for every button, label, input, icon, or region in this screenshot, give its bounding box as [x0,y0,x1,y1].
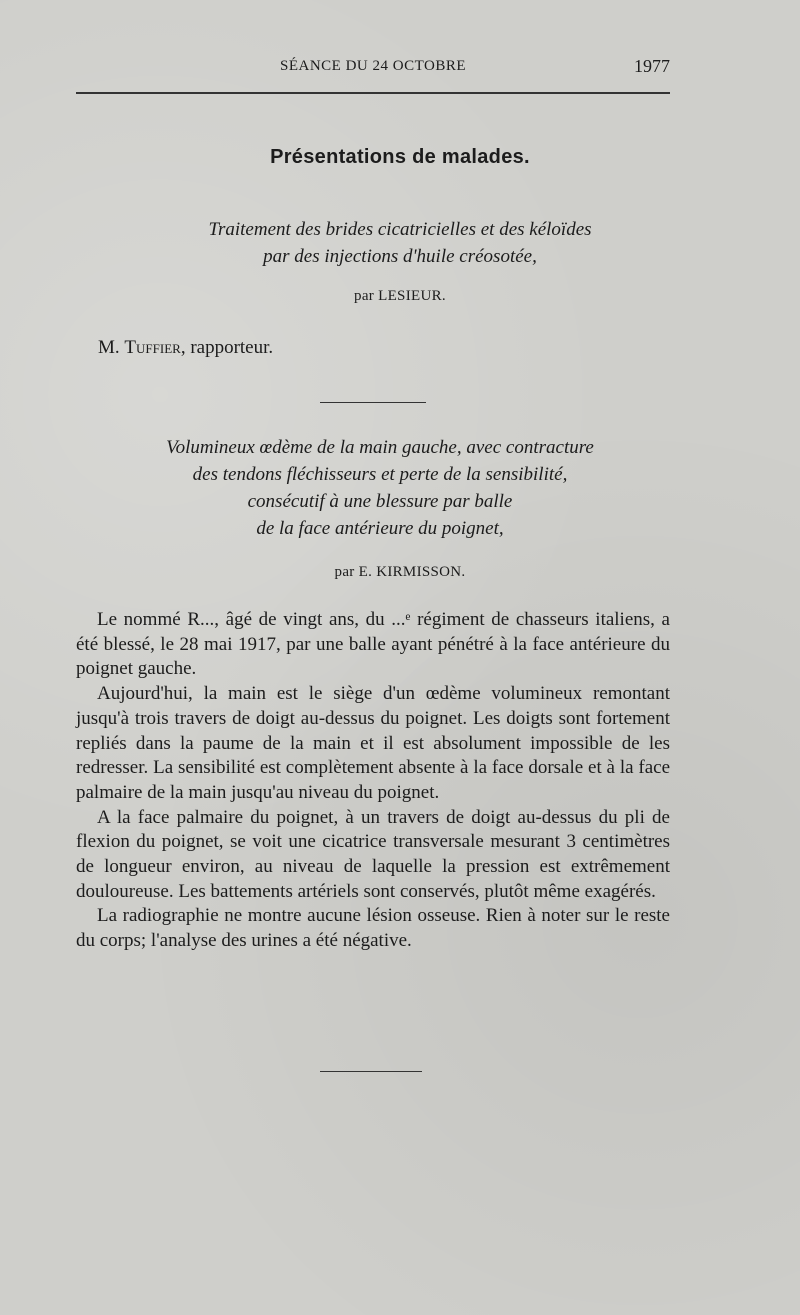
section-divider [320,402,426,403]
byline-2: par E. KIRMISSON. [334,564,466,580]
body-paragraph: Le nommé R..., âgé de vingt ans, du ...ᵉ régiment de chasseurs italiens, a été blessé, le 28 mai 1917, par une balle ayant pénétré à la face antérieure du poignet gauche. [76,609,670,680]
rapporteur-suffix: , rapporteur. [180,337,274,358]
body-paragraph: A la face palmaire du poignet, à un travers de doigt au-dessus du pli de flexion du poignet, se voit une cicatrice transversale mesurant 3 centimètres de longueur environ, au niveau de laquelle la pression est extrêmement douloureuse. Les battements artériels sont conservés, plutôt même exagérés. [76,806,670,902]
page-header [76,56,670,80]
article-title-line: des tendons fléchisseurs et perte de la sensibilité, [192,464,568,485]
section-title: Présentations de malades. [270,146,530,168]
article-body [76,608,670,954]
rapporteur-name: Tuffier [124,337,181,358]
article-title-2 [0,434,760,542]
rapporteur-line [98,337,273,359]
running-title: SÉANCE DU 24 OCTOBRE [280,58,466,74]
article-title-line: Volumineux œdème de la main gauche, avec contracture [166,437,594,458]
rapporteur-prefix: M. [98,337,125,358]
article-title-line: par des injections d'huile créosotée, [263,246,537,267]
byline-1: par LESIEUR. [354,288,446,304]
body-paragraph: Aujourd'hui, la main est le siège d'un œdème volumineux remontant jusqu'à trois travers de doigt au-dessus du poignet. Les doigts sont fortement repliés dans la paume de la main et il est absolument impossible de les redresser. La sensibilité est complètement absente à la face dorsale et à la face palmaire de la main jusqu'au niveau du poignet. [76,683,670,803]
page-number: 1977 [634,56,670,76]
article-title-line: de la face antérieure du poignet, [256,518,504,539]
end-divider [320,1071,422,1072]
header-rule [76,92,670,94]
body-paragraph: La radiographie ne montre aucune lésion osseuse. Rien à noter sur le reste du corps; l'analyse des urines a été négative. [76,905,670,952]
article-title-line: consécutif à une blessure par balle [247,491,513,512]
article-title-line: Traitement des brides cicatricielles et des kéloïdes [208,219,592,240]
article-title-1 [20,216,780,270]
